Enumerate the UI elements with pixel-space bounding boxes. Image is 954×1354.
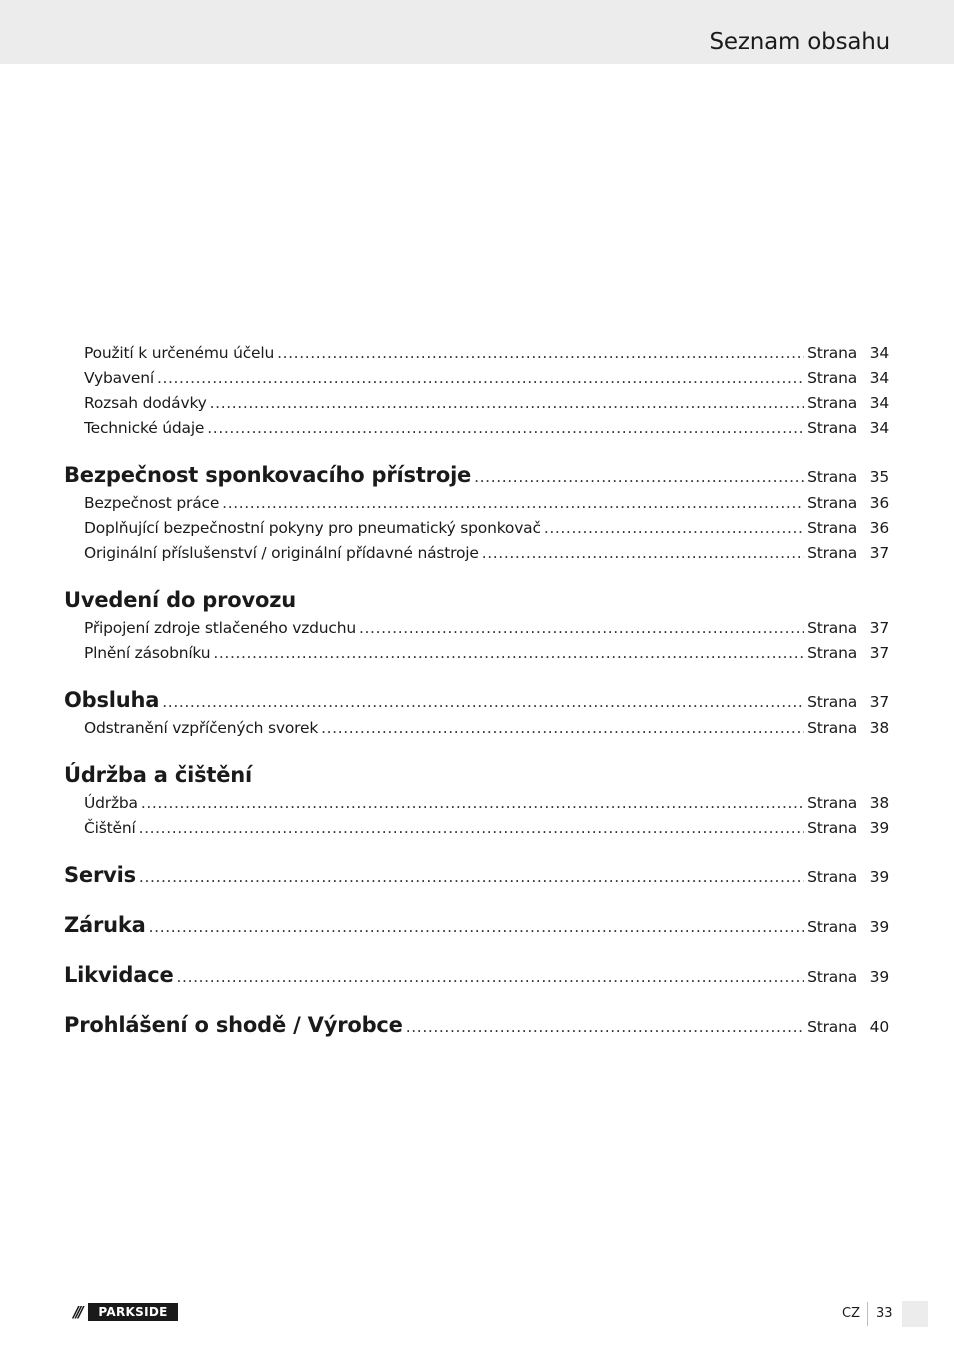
dot-leader — [139, 816, 805, 841]
toc-section-heading[interactable] — [64, 685, 889, 716]
dot-leader — [141, 791, 804, 816]
toc-section-heading-label: Obsluha — [64, 688, 160, 712]
toc-section-heading-label: Uvedení do provozu — [64, 588, 296, 612]
toc-entry-label: Vybavení — [84, 369, 154, 387]
toc-entry[interactable] — [64, 391, 889, 416]
toc-entry-label: Rozsah dodávky — [84, 394, 207, 412]
page-ref: 34 — [869, 369, 889, 387]
dot-leader — [207, 416, 804, 441]
parkside-logo — [66, 1303, 178, 1321]
page-ref: 34 — [869, 419, 889, 437]
page-number: 33 — [876, 1306, 893, 1321]
page-prefix: Strana — [807, 494, 857, 512]
page-prefix: Strana — [807, 968, 857, 986]
toc-entry-label: Použití k určenému účelu — [84, 344, 275, 362]
toc-section-heading[interactable] — [64, 585, 889, 616]
page-header — [0, 0, 954, 64]
page-prefix: Strana — [807, 619, 857, 637]
toc-entry[interactable] — [64, 491, 889, 516]
dot-leader — [277, 341, 804, 366]
page-ref: 39 — [869, 868, 889, 886]
page-prefix: Strana — [807, 519, 857, 537]
page-ref: 37 — [869, 693, 889, 711]
toc-entry[interactable] — [64, 416, 889, 441]
page-prefix: Strana — [807, 794, 857, 812]
toc-section-heading[interactable] — [64, 1010, 889, 1041]
toc-entry-label: Čištění — [84, 819, 136, 837]
dot-leader — [177, 962, 805, 993]
page-prefix: Strana — [807, 868, 857, 886]
page-ref: 38 — [869, 794, 889, 812]
table-of-contents — [64, 310, 889, 1041]
footer-divider — [867, 1302, 868, 1326]
toc-entry[interactable] — [64, 641, 889, 666]
toc-entry-label: Plnění zásobníku — [84, 644, 211, 662]
toc-entry-label: Originální příslušenství / originální přídavné nástroje — [84, 544, 479, 562]
toc-section-heading[interactable] — [64, 860, 889, 891]
page-ref: 36 — [869, 494, 889, 512]
logo-stripes: /// — [66, 1303, 88, 1321]
logo-text: PARKSIDE — [88, 1303, 178, 1321]
page-prefix: Strana — [807, 1018, 857, 1036]
toc-section-heading-label: Likvidace — [64, 963, 174, 987]
toc-entry[interactable] — [64, 341, 889, 366]
toc-section-heading[interactable] — [64, 310, 889, 341]
dot-leader — [222, 491, 804, 516]
page-prefix: Strana — [807, 468, 857, 486]
dot-leader — [213, 641, 804, 666]
page-ref: 36 — [869, 519, 889, 537]
toc-entry[interactable] — [64, 516, 889, 541]
dot-leader — [149, 912, 804, 943]
page-prefix: Strana — [807, 719, 857, 737]
page-ref: 37 — [869, 644, 889, 662]
page-ref: 39 — [869, 918, 889, 936]
dot-leader — [482, 541, 804, 566]
page-prefix: Strana — [807, 819, 857, 837]
page-prefix: Strana — [807, 918, 857, 936]
page-ref: 35 — [869, 468, 889, 486]
page-title: Seznam obsahu — [709, 29, 890, 55]
page-ref: 37 — [869, 544, 889, 562]
toc-section-heading-label: Servis — [64, 863, 136, 887]
dot-leader — [157, 366, 804, 391]
dot-leader — [406, 1012, 804, 1043]
page-tab-marker — [902, 1301, 928, 1327]
toc-section-heading[interactable] — [64, 910, 889, 941]
toc-entry[interactable] — [64, 616, 889, 641]
page-prefix: Strana — [807, 344, 857, 362]
page-ref: 34 — [869, 344, 889, 362]
toc-section-heading-label: Záruka — [64, 913, 146, 937]
toc-entry-label: Údržba — [84, 794, 138, 812]
page-prefix: Strana — [807, 394, 857, 412]
toc-section-heading-label: Prohlášení o shodě / Výrobce — [64, 1013, 403, 1037]
toc-entry[interactable] — [64, 816, 889, 841]
page-ref: 34 — [869, 394, 889, 412]
page-prefix: Strana — [807, 644, 857, 662]
toc-section-heading[interactable] — [64, 760, 889, 791]
page-ref: 40 — [869, 1018, 889, 1036]
page-prefix: Strana — [807, 369, 857, 387]
dot-leader — [162, 687, 804, 718]
toc-entry[interactable] — [64, 366, 889, 391]
language-code: CZ — [842, 1306, 860, 1321]
page-prefix: Strana — [807, 544, 857, 562]
dot-leader — [474, 462, 804, 493]
page-ref: 38 — [869, 719, 889, 737]
toc-entry-label: Technické údaje — [84, 419, 205, 437]
toc-entry-label: Bezpečnost práce — [84, 494, 220, 512]
toc-entry[interactable] — [64, 791, 889, 816]
page-ref: 37 — [869, 619, 889, 637]
toc-entry-label: Připojení zdroje stlačeného vzduchu — [84, 619, 356, 637]
dot-leader — [321, 716, 804, 741]
toc-section-heading-label: Údržba a čištění — [64, 763, 253, 787]
dot-leader — [359, 616, 804, 641]
page-ref: 39 — [869, 968, 889, 986]
toc-entry[interactable] — [64, 541, 889, 566]
page-prefix: Strana — [807, 419, 857, 437]
dot-leader — [544, 516, 804, 541]
toc-entry-label: Doplňující bezpečnostní pokyny pro pneumatický sponkovač — [84, 519, 541, 537]
toc-entry[interactable] — [64, 716, 889, 741]
toc-section-heading[interactable] — [64, 460, 889, 491]
dot-leader — [210, 391, 804, 416]
toc-section-heading-label: Bezpečnost sponkovacího přístroje — [64, 463, 472, 487]
toc-entry-label: Odstranění vzpříčených svorek — [84, 719, 319, 737]
dot-leader — [139, 862, 804, 893]
page-ref: 39 — [869, 819, 889, 837]
toc-section-heading[interactable] — [64, 960, 889, 991]
page-prefix: Strana — [807, 693, 857, 711]
